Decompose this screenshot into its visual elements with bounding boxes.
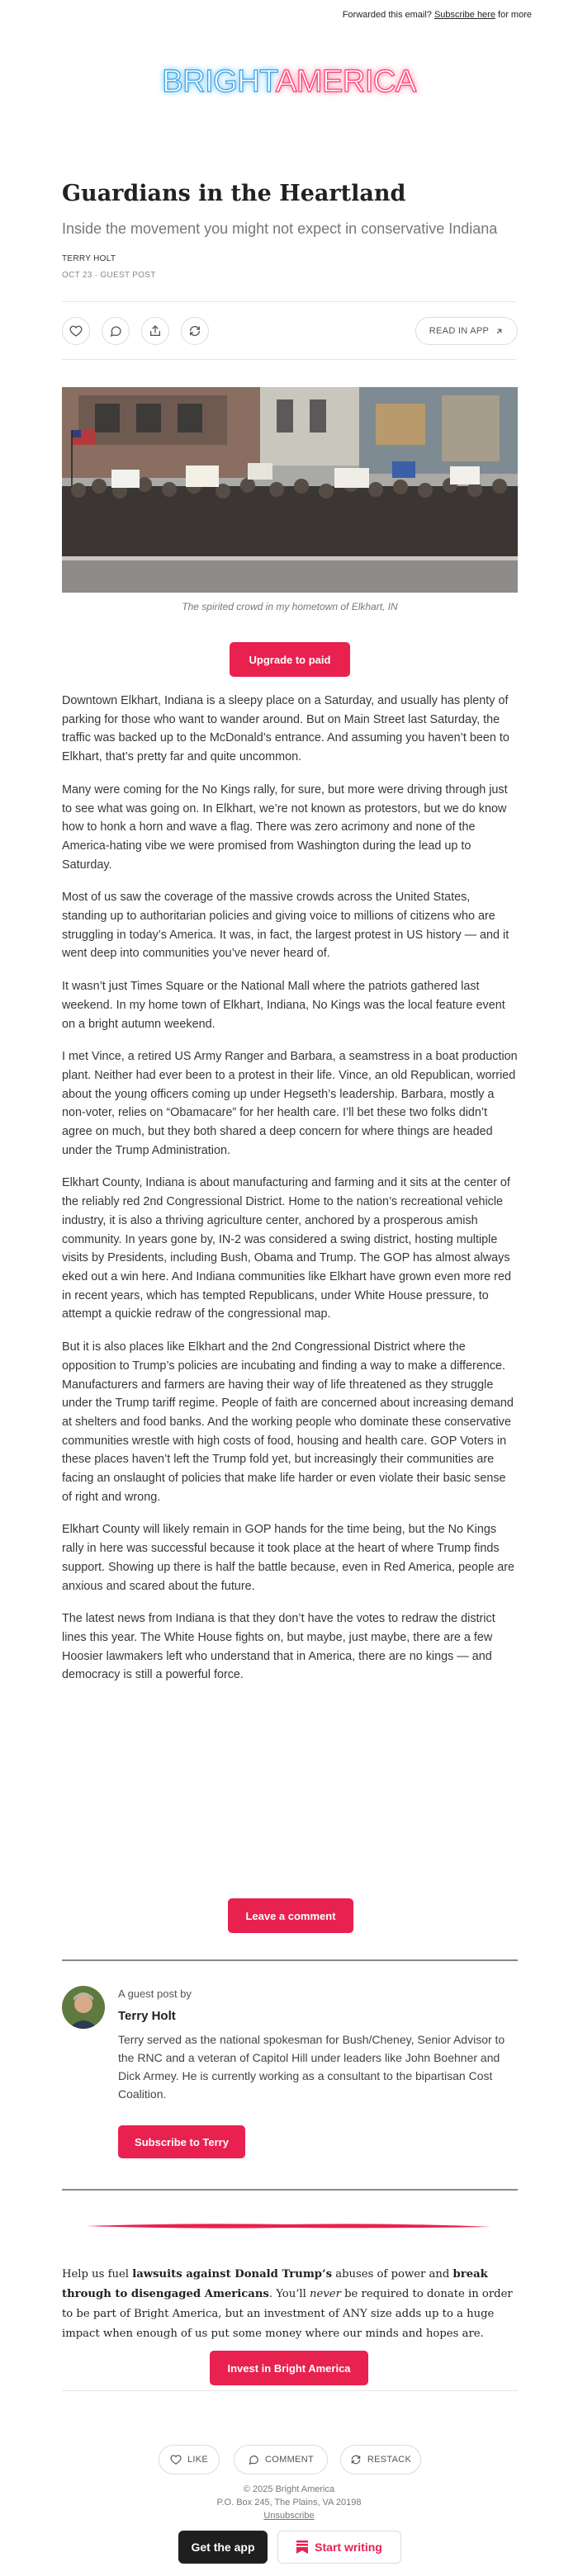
body-paragraph: The latest news from Indiana is that they don’t have the votes to redraw the district lines this year. The White House fights on, but maybe, just maybe, there are a few Hoosier lawmakers left who understand that in America, there are no kings — and democracy is still a powerful force. [62,1612,495,1682]
donation-appeal [62,2265,518,2344]
leave-comment-button[interactable] [228,1898,353,1933]
upgrade-label: Upgrade to paid [249,653,331,666]
share-button[interactable] [141,317,169,345]
start-writing-button[interactable] [277,2531,401,2564]
unsubscribe-link[interactable]: Unsubscribe [263,2511,315,2521]
subscribe-to-terry-button[interactable] [118,2125,245,2158]
footer-like-button[interactable] [159,2445,220,2474]
comment-icon [109,324,122,338]
footer-copyright: © 2025 Bright America [243,2484,335,2494]
body-paragraph: Elkhart County will likely remain in GOP hands for the time being, but the No Kings rally in here was successful because it took place at the heart of where Trump finds support. Showing up there is half the battle because, even in Red America, people are anxious and scared about the future. [62,1523,514,1593]
decorative-swash [87,2222,491,2230]
footer-comment-button[interactable] [234,2445,328,2474]
start-writing-label: Start writing [315,2541,382,2554]
get-the-app-button[interactable] [178,2531,268,2564]
donate-text: . You’ll [268,2288,310,2300]
body-paragraph: Downtown Elkhart, Indiana is a sleepy place on a Saturday, and usually has plenty of parking for those who want to wander around. But on Main Street last Saturday, the traffic was backed up to the McDonald’s entrance. And assuming you haven’t been to Elkhart, that’s pretty far and quite uncommon. [62,694,509,764]
heart-icon [69,324,83,338]
comment-button[interactable] [102,317,130,345]
post-author[interactable]: TERRY HOLT [62,254,116,263]
comment-label: COMMENT [265,2455,314,2465]
invest-label: Invest in Bright America [227,2361,351,2375]
footer-restack-button[interactable] [340,2445,421,2474]
rally-photo[interactable] [62,387,518,593]
body-paragraph: Elkhart County, Indiana is about manufacturing and farming and it sits at the center of the reliably red 2nd Congressional District. Home to the nation’s recreational vehicle industry, it is also a thriving agriculture center, anchored by a prosperous amish community. In years gone by, IN-2 was considered a swing district, hosting multiple visits by Presidents, including Bush, Obama and Trump. The GOP has almost always eked out a win here. And Indiana communities like Elkhart have grown even more red in recent years, which has tempted Republicans, under White House pressure, to attempt a quickie redraw of the congressional map. [62,1176,511,1321]
donate-bold: lawsuits against Donald Trump’s [132,2268,333,2281]
divider [62,301,516,302]
post-subtitle: Inside the movement you might not expect in conservative Indiana [62,220,498,237]
comment-icon [248,2454,259,2465]
guest-author-name[interactable]: Terry Holt [118,2009,176,2023]
donate-text: abuses of power and [332,2268,453,2281]
invest-button[interactable] [210,2351,368,2385]
avatar-image [62,1986,105,2029]
post-body [62,692,518,1699]
subscribe-here-link[interactable]: Subscribe here [434,10,495,20]
leave-comment-label: Leave a comment [245,1909,336,1922]
donate-text: be required to donate in order to be part of Bright America, but an investment of ANY size adds up to a huge impact when enough of us put some money where our minds and hopes are. [62,2288,513,2340]
post-title[interactable]: Guardians in the Heartland [62,181,406,206]
upgrade-to-paid-button[interactable] [230,642,350,677]
forwarded-notice [343,10,532,20]
guest-post-label: A guest post by [118,1988,192,2000]
body-paragraph: It wasn’t just Times Square or the National Mall where the patriots gathered last weekend. In my home town of Elkhart, Indiana, No Kings was the local feature event on a bright autumn weekend. [62,980,505,1031]
donate-italic: never [310,2288,341,2300]
divider [62,2390,518,2391]
like-button[interactable] [62,317,90,345]
subscribe-to-terry-label: Subscribe to Terry [135,2135,229,2148]
arrow-up-right-icon [495,327,504,336]
heart-icon [170,2454,182,2465]
donate-text: Help us fuel [62,2268,133,2281]
like-label: LIKE [187,2455,209,2465]
avatar[interactable] [62,1986,105,2029]
post-date: OCT 23 · GUEST POST [62,271,156,280]
donate-bold: break through to disengaged Americans [62,2268,488,2300]
share-icon [149,324,162,338]
bright-america-logo[interactable] [0,64,578,100]
logo-bright: BRIGHT [162,64,277,99]
body-paragraph: But it is also places like Elkhart and the 2nd Congressional District where the opposition to Trump’s policies are incubating and finding a way to make a difference. Manufacturers and farmers are having their way of life threatened as they struggle under the Trump tariff regime. People of faith are concerned about increasing demand at shelters and food banks. And the working people who dominate these conservative communities wrestle with high costs of food, housing and health care. GOP Voters in these places haven’t left the Trump fold yet, but increasingly their communities are facing an onslaught of policies that make life harder or even violate their basic sense of right and wrong. [62,1340,514,1504]
forwarded-text: Forwarded this email? [342,10,432,20]
restack-icon [350,2454,362,2465]
section-divider [62,2189,518,2191]
restack-button[interactable] [181,317,209,345]
get-app-label: Get the app [191,2541,255,2554]
section-divider [62,1959,518,1961]
body-paragraph: Most of us saw the coverage of the massive crowds across the United States, standing up to authoritarian policies and giving voice to millions of citizens who are struggling in today’s America. It was, in fact, the largest protest in US history — and it went deep into communities you’ve never heard of. [62,891,509,961]
photo-caption: The spirited crowd in my hometown of Elkhart, IN [182,601,398,612]
footer-address: P.O. Box 245, The Plains, VA 20198 [216,2498,362,2507]
body-paragraph: Many were coming for the No Kings rally, for sure, but more were driving through just to see what was going on. In Elkhart, we’re not known as protestors, but we do know how to honk a horn and wave a flag. There was zero acrimony and none of the America-hating vibe we were promised from Washington during the lead up to Saturday. [62,782,508,872]
body-paragraph: I met Vince, a retired US Army Ranger and Barbara, a seamstress in a boat production plant. Neither had ever been to a protest in their life. Vince, an old Republican, worried about the young officers coming up under Hegseth’s leadership. Barbara, mostly a non-voter, relies on “Obamacare” for her health care. I’ll bet these two folks didn’t agree on much, but they both shared a deep concern for where things are headed under the Trump Administration. [62,1050,518,1157]
read-in-app-button[interactable] [415,317,518,345]
divider [62,359,516,360]
forwarded-suffix: for more [498,10,532,20]
guest-author-bio: Terry served as the national spokesman for Bush/Cheney, Senior Advisor to the RNC and a veteran of Capitol Hill under leaders like John Boehner and Dick Armey. He is currently working as a consultant to the bipartisan Cost Coalition. [118,2033,505,2101]
rally-crowd-illustration [62,387,518,593]
restack-icon [188,324,201,338]
substack-icon [296,2541,308,2554]
restack-label: RESTACK [367,2455,412,2465]
logo-america: AMERICA [276,64,416,99]
read-in-app-label: READ IN APP [429,326,490,336]
